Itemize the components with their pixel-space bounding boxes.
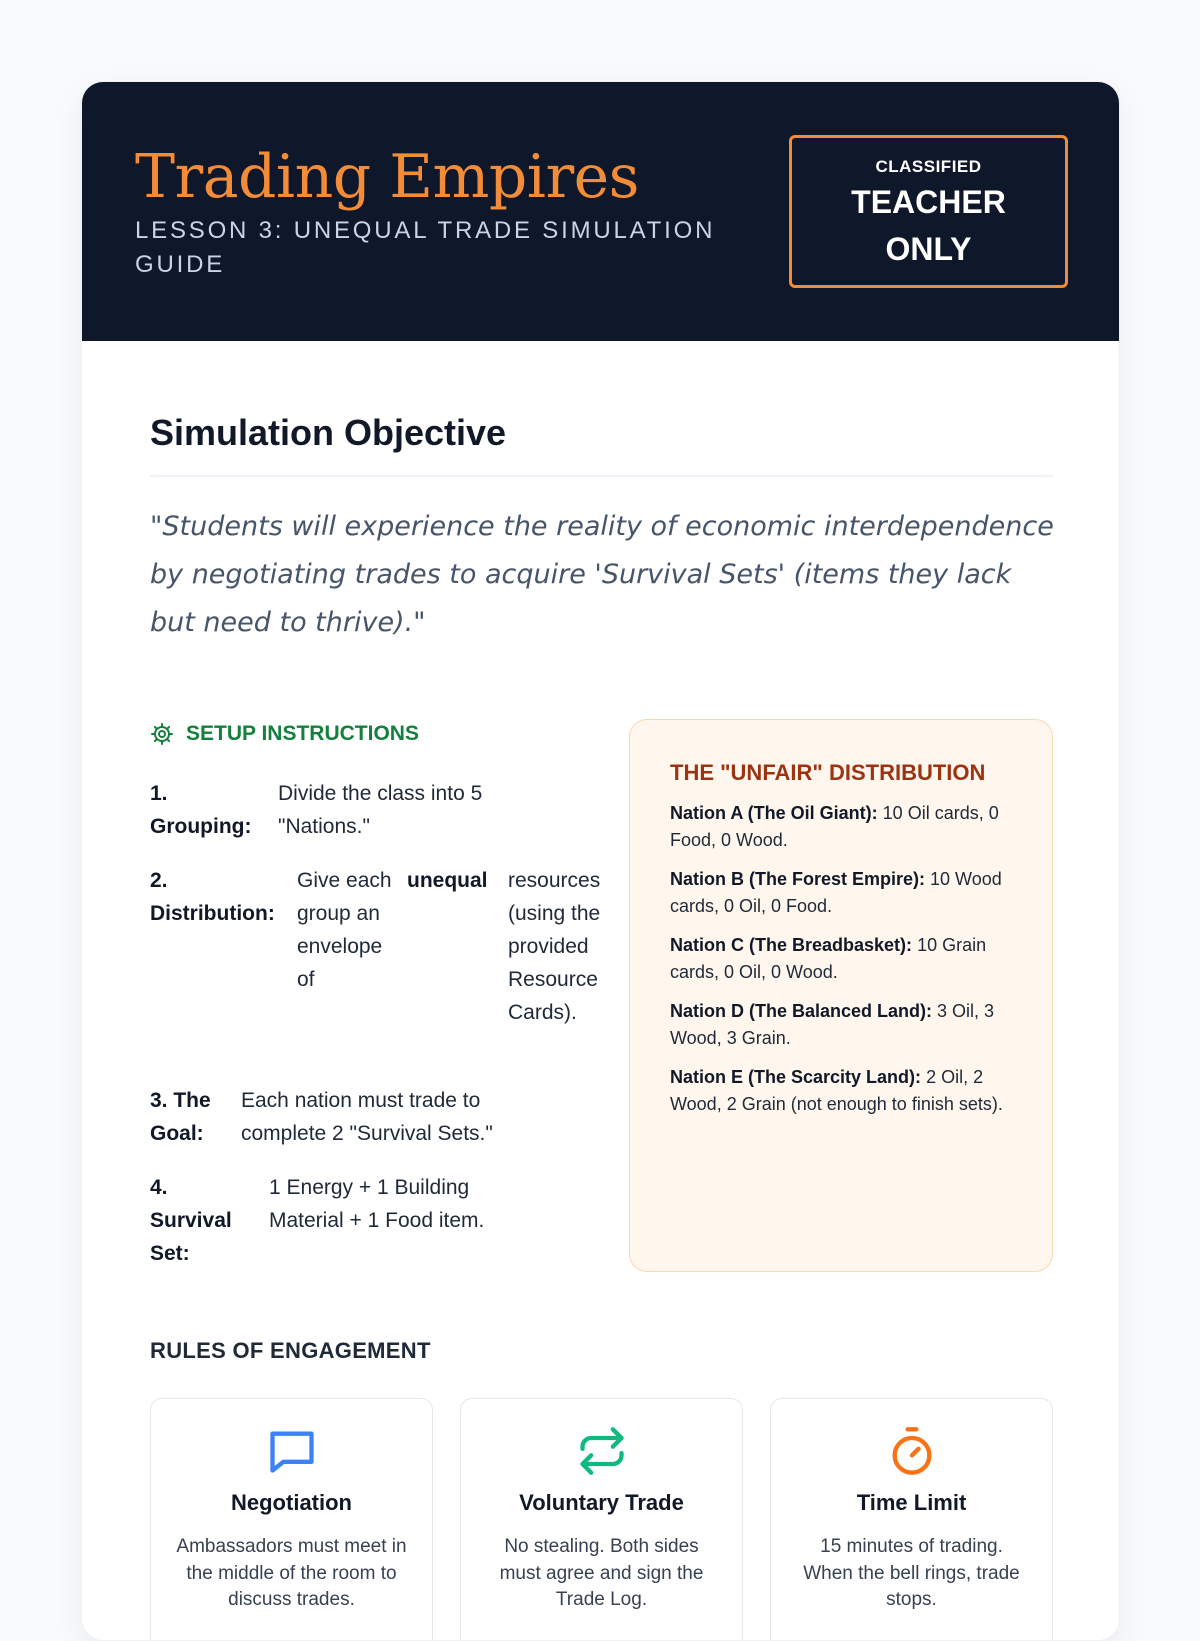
distribution-heading: THE "UNFAIR" DISTRIBUTION (670, 760, 986, 785)
badge-main-line2: ONLY (885, 231, 972, 267)
rule-title: Time Limit (856, 1490, 967, 1515)
unfair-distribution-box (629, 719, 1053, 1272)
step-text: Give each group an envelope of (297, 869, 392, 991)
setup-step-2 (150, 864, 620, 1064)
setup-step-3 (150, 1084, 550, 1154)
objective-heading: Simulation Objective (150, 412, 507, 453)
rules-heading: RULES OF ENGAGEMENT (150, 1338, 431, 1363)
step-label: 1. Grouping: (150, 782, 252, 838)
page-title: Trading Empires (135, 142, 639, 212)
step-label: 2. Distribution: (150, 869, 275, 925)
badge-classified-label: CLASSIFIED (875, 157, 982, 176)
nation-b: Nation B (The Forest Empire): 10 Wood cards, 0 Oil, 0 Food. (670, 869, 1002, 916)
setup-heading (150, 719, 419, 749)
nation-c: Nation C (The Breadbasket): 10 Grain cards, 0 Oil, 0 Wood. (670, 935, 987, 982)
rule-description: Ambassadors must meet in the middle of the room to discuss trades. (176, 1536, 407, 1610)
step-label: 3. The Goal: (150, 1089, 211, 1145)
rule-description: 15 minutes of trading. When the bell rings, trade stops. (803, 1536, 1020, 1610)
step-label: 4. Survival Set: (150, 1176, 232, 1265)
nation-e: Nation E (The Scarcity Land): 2 Oil, 2 Wood, 2 Grain (not enough to finish sets). (670, 1067, 1003, 1114)
guide-card (81, 81, 1120, 1641)
setup-heading-label: SETUP INSTRUCTIONS (186, 722, 419, 745)
header-banner (82, 82, 1120, 341)
rule-card-voluntary-trade (460, 1398, 743, 1641)
step-text: Divide the class into 5 "Nations." (278, 782, 483, 838)
nation-d: Nation D (The Balanced Land): 3 Oil, 3 Wood, 3 Grain. (670, 1001, 995, 1048)
rule-description: No stealing. Both sides must agree and sign the Trade Log. (499, 1536, 704, 1610)
setup-step-1 (150, 777, 530, 847)
teacher-only-badge (789, 135, 1068, 288)
rule-title: Negotiation (231, 1490, 352, 1515)
chat-bubble-icon (266, 1425, 318, 1477)
objective-quote: "Students will experience the reality of economic interdependence by negotiating trades to acquire 'Survival Sets' (items they lack but need to thrive)." (150, 511, 1054, 638)
rule-card-negotiation (150, 1398, 433, 1641)
step-text: 1 Energy + 1 Building Material + 1 Food item. (269, 1176, 485, 1232)
swap-arrows-icon (576, 1425, 628, 1477)
stopwatch-icon (886, 1425, 938, 1477)
rule-card-time-limit (770, 1398, 1053, 1641)
rule-title: Voluntary Trade (519, 1490, 684, 1515)
gear-icon (150, 722, 174, 746)
step-text: resources (using the provided Resource Cards). (508, 869, 601, 1024)
objective-divider (150, 475, 1053, 477)
step-text: Each nation must trade to complete 2 "Survival Sets." (241, 1089, 493, 1145)
step-text-emphasis: unequal (407, 869, 488, 892)
nation-a: Nation A (The Oil Giant): 10 Oil cards, 0 Food, 0 Wood. (670, 803, 999, 850)
page-subtitle: LESSON 3: UNEQUAL TRADE SIMULATION GUIDE (135, 217, 716, 278)
badge-main-line1: TEACHER (851, 184, 1006, 220)
setup-step-4 (150, 1171, 550, 1271)
